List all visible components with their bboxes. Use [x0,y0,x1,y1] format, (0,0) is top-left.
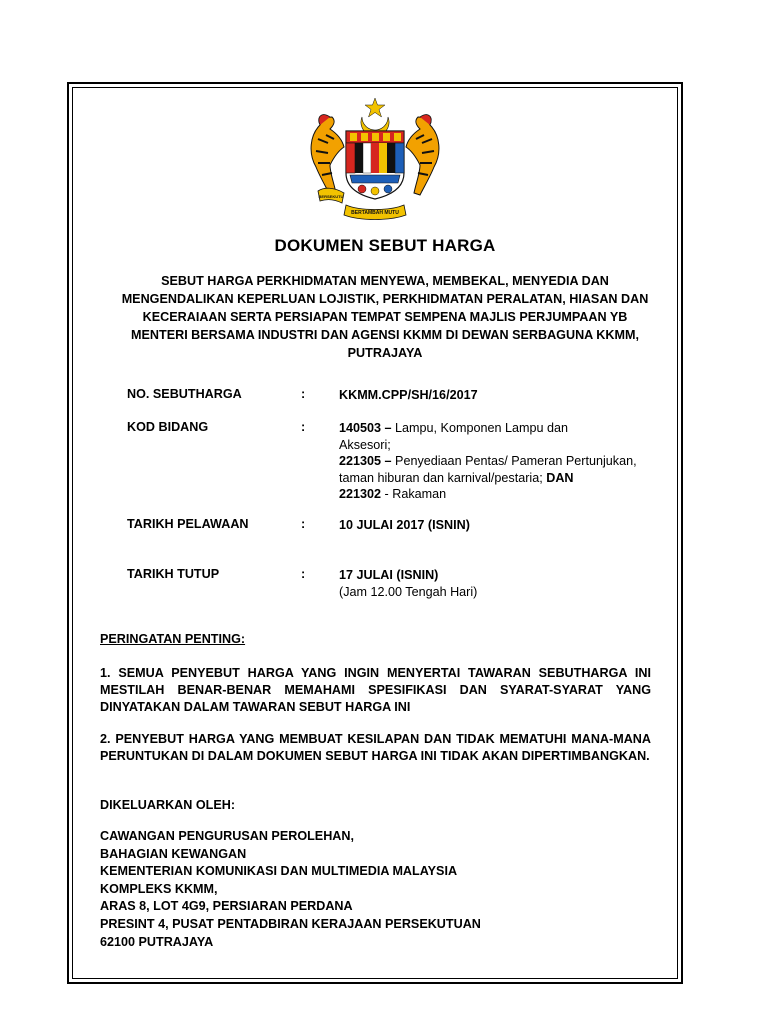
code-221305: 221305 [339,454,382,468]
code-221305-desc-cont: taman hiburan dan karnival/pestaria; [339,470,547,485]
notice-item-2: 2. PENYEBUT HARGA YANG MEMBUAT KESILAPAN DAN TIDAK MEMATUHI MANA-MANA PERUNTUKAN DI DALAM DOKUMEN SEBUT HARGA INI TIDAK AKAN DIPERTIMBANGKAN. [100,732,651,763]
address-line: KEMENTERIAN KOMUNIKASI DAN MULTIMEDIA MALAYSIA [100,864,458,879]
and-connector: DAN [546,470,574,485]
address-line: KOMPLEKS KKMM, [100,881,218,896]
address-line: PRESINT 4, PUSAT PENTADBIRAN KERAJAAN PERSEKUTUAN [100,916,481,931]
field-label-tarikh-tutup: TARIKH TUTUP [127,567,220,581]
field-label-no-sebutharga: NO. SEBUTHARGA [127,387,242,401]
subtitle-line: SEBUT HARGA PERKHIDMATAN MENYEWA, MEMBEKAL, MENYEDIA DAN [161,274,609,288]
code-140503-desc: Lampu, Komponen Lampu dan [395,421,568,435]
address-line: 62100 PUTRAJAYA [100,934,214,949]
crest-motto-right: BERTAMBAH MUTU [351,210,399,216]
field-colon: : [301,420,306,434]
field-label-kod-bidang: KOD BIDANG [127,420,209,434]
address-line: CAWANGAN PENGURUSAN PEROLEHAN, [100,829,354,843]
field-value-tarikh-pelawaan: 10 JULAI 2017 (ISNIN) [339,518,470,532]
dash: – [381,421,396,435]
field-colon: : [301,567,306,581]
field-label-tarikh-pelawaan: TARIKH PELAWAAN [127,517,249,531]
document-subtitle [84,272,686,362]
subtitle-line: PUTRAJAYA [347,346,423,360]
tarikh-tutup-date: 17 JULAI (ISNIN) [339,568,439,582]
document-title: DOKUMEN SEBUT HARGA [274,236,496,255]
field-value-no-sebutharga: KKMM.CPP/SH/16/2017 [339,388,478,402]
address-line: BAHAGIAN KEWANGAN [100,846,247,861]
field-colon: : [301,387,306,401]
issuer-address [100,828,651,951]
field-colon: : [301,517,306,531]
tarikh-tutup-time: (Jam 12.00 Tengah Hari) [339,584,478,599]
field-value-kod-bidang [339,420,679,503]
field-value-tarikh-tutup [339,567,477,600]
notice-heading: PERINGATAN PENTING: [100,632,246,646]
subtitle-line: MENGENDALIKAN KEPERLUAN LOJISTIK, PERKHIDMATAN PERALATAN, HIASAN DAN [121,292,649,306]
code-221302: 221302 [339,487,382,501]
address-line: ARAS 8, LOT 4G9, PERSIARAN PERDANA [100,899,353,914]
coat-of-arms-emblem [300,95,450,227]
code-140503: 140503 [339,421,382,435]
dash: – [381,454,396,468]
crest-motto-left: BERSEKUTU [318,194,344,199]
code-221302-desc: - Rakaman [381,487,447,501]
subtitle-line: KECERAIAAN SERTA PERSIAPAN TEMPAT SEMPENA MAJLIS PERJUMPAAN YB [142,310,628,324]
code-221305-desc: Penyediaan Pentas/ Pameran Pertunjukan, [395,454,637,468]
code-140503-desc-cont: Aksesori; [339,437,391,452]
notice-item-1: 1. SEMUA PENYEBUT HARGA YANG INGIN MENYERTAI TAWARAN SEBUTHARGA INI MESTILAH BENAR-BENAR MEMAHAMI SPESIFIKASI DAN SYARAT-SYARAT YANG DINYATAKAN DALAM TAWARAN SEBUT HARGA INI [100,666,651,714]
issuer-heading: DIKELUARKAN OLEH: [100,798,236,812]
subtitle-line: MENTERI BERSAMA INDUSTRI DAN AGENSI KKMM DI DEWAN SERBAGUNA KKMM, [131,328,639,342]
